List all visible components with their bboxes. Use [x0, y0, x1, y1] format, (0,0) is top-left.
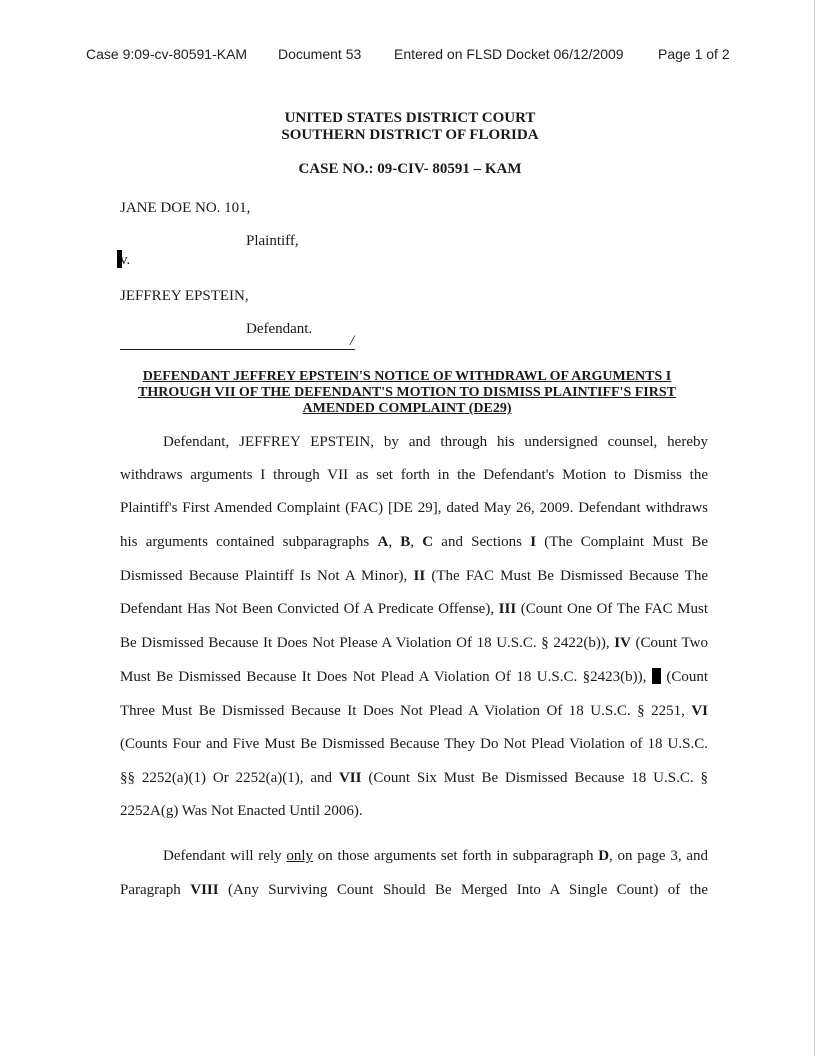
header-page-number: Page 1 of 2: [658, 46, 730, 62]
court-line-2: SOUTHERN DISTRICT OF FLORIDA: [281, 127, 539, 143]
title-line-2: THROUGH VII OF THE DEFENDANT'S MOTION TO DISMISS PLAINTIFF'S FIRST: [138, 385, 676, 400]
page-edge: [814, 0, 815, 1056]
title-line-1: DEFENDANT JEFFREY EPSTEIN'S NOTICE OF WITHDRAWL OF ARGUMENTS I: [142, 369, 672, 384]
court-name: [200, 110, 620, 144]
case-number: CASE NO.: 09-CIV- 80591 – KAM: [298, 161, 522, 177]
body-line: (Counts Four and Five Must Be Dismissed Because They Do Not Plead Violation of 18 U.S.C.: [120, 736, 708, 752]
defendant-name: JEFFREY EPSTEIN,: [120, 288, 249, 304]
title-line-3: AMENDED COMPLAINT (DE29): [302, 401, 512, 416]
body-line: Defendant will rely only on those arguments set forth in subparagraph D, on page 3, and: [163, 848, 708, 864]
body-line: Must Be Dismissed Because It Does Not Plead A Violation Of 18 U.S.C. §2423(b)), (Count: [120, 669, 708, 685]
court-line-1: UNITED STATES DISTRICT COURT: [284, 110, 536, 126]
body-line: withdraws arguments I through VII as set forth in the Defendant's Motion to Dismiss the: [120, 467, 708, 483]
document-title: [115, 369, 699, 417]
body-line: Defendant, JEFFREY EPSTEIN, by and through his undersigned counsel, hereby: [163, 434, 708, 450]
versus-label: v.: [120, 252, 131, 268]
body-line: Dismissed Because Plaintiff Is Not A Minor), II (The FAC Must Be Dismissed Because The: [120, 568, 709, 584]
body-line: Paragraph VIII (Any Surviving Count Should Be Merged Into A Single Count) of the: [120, 882, 708, 898]
body-line: §§ 2252(a)(1) Or 2252(a)(1), and VII (Count Six Must Be Dismissed Because 18 U.S.C. §: [120, 770, 708, 786]
header-entered-date: Entered on FLSD Docket 06/12/2009: [394, 46, 624, 62]
plaintiff-name: JANE DOE NO. 101,: [120, 200, 251, 216]
body-line: Three Must Be Dismissed Because It Does Not Plead A Violation Of 18 U.S.C. § 2251, VI: [120, 703, 708, 719]
header-case-number: Case 9:09-cv-80591-KAM: [86, 46, 248, 62]
body-line: Defendant Has Not Been Convicted Of A Predicate Offense), III (Count One Of The FAC Must: [120, 601, 708, 617]
caption-slash: /: [350, 333, 355, 349]
caption-rule: [120, 349, 355, 350]
header-document-number: Document 53: [278, 46, 362, 62]
inline-redaction: [652, 668, 661, 684]
body-line: Plaintiff's First Amended Complaint (FAC) [DE 29], dated May 26, 2009. Defendant withdraws: [120, 500, 708, 516]
defendant-role: Defendant.: [246, 321, 313, 337]
body-line: 2252A(g) Was Not Enacted Until 2006).: [120, 803, 363, 819]
plaintiff-role: Plaintiff,: [246, 233, 299, 249]
body-line: his arguments contained subparagraphs A, B, C and Sections I (The Complaint Must Be: [120, 534, 708, 550]
body-line: Be Dismissed Because It Does Not Please A Violation Of 18 U.S.C. § 2422(b)), IV (Count Two: [120, 635, 708, 651]
